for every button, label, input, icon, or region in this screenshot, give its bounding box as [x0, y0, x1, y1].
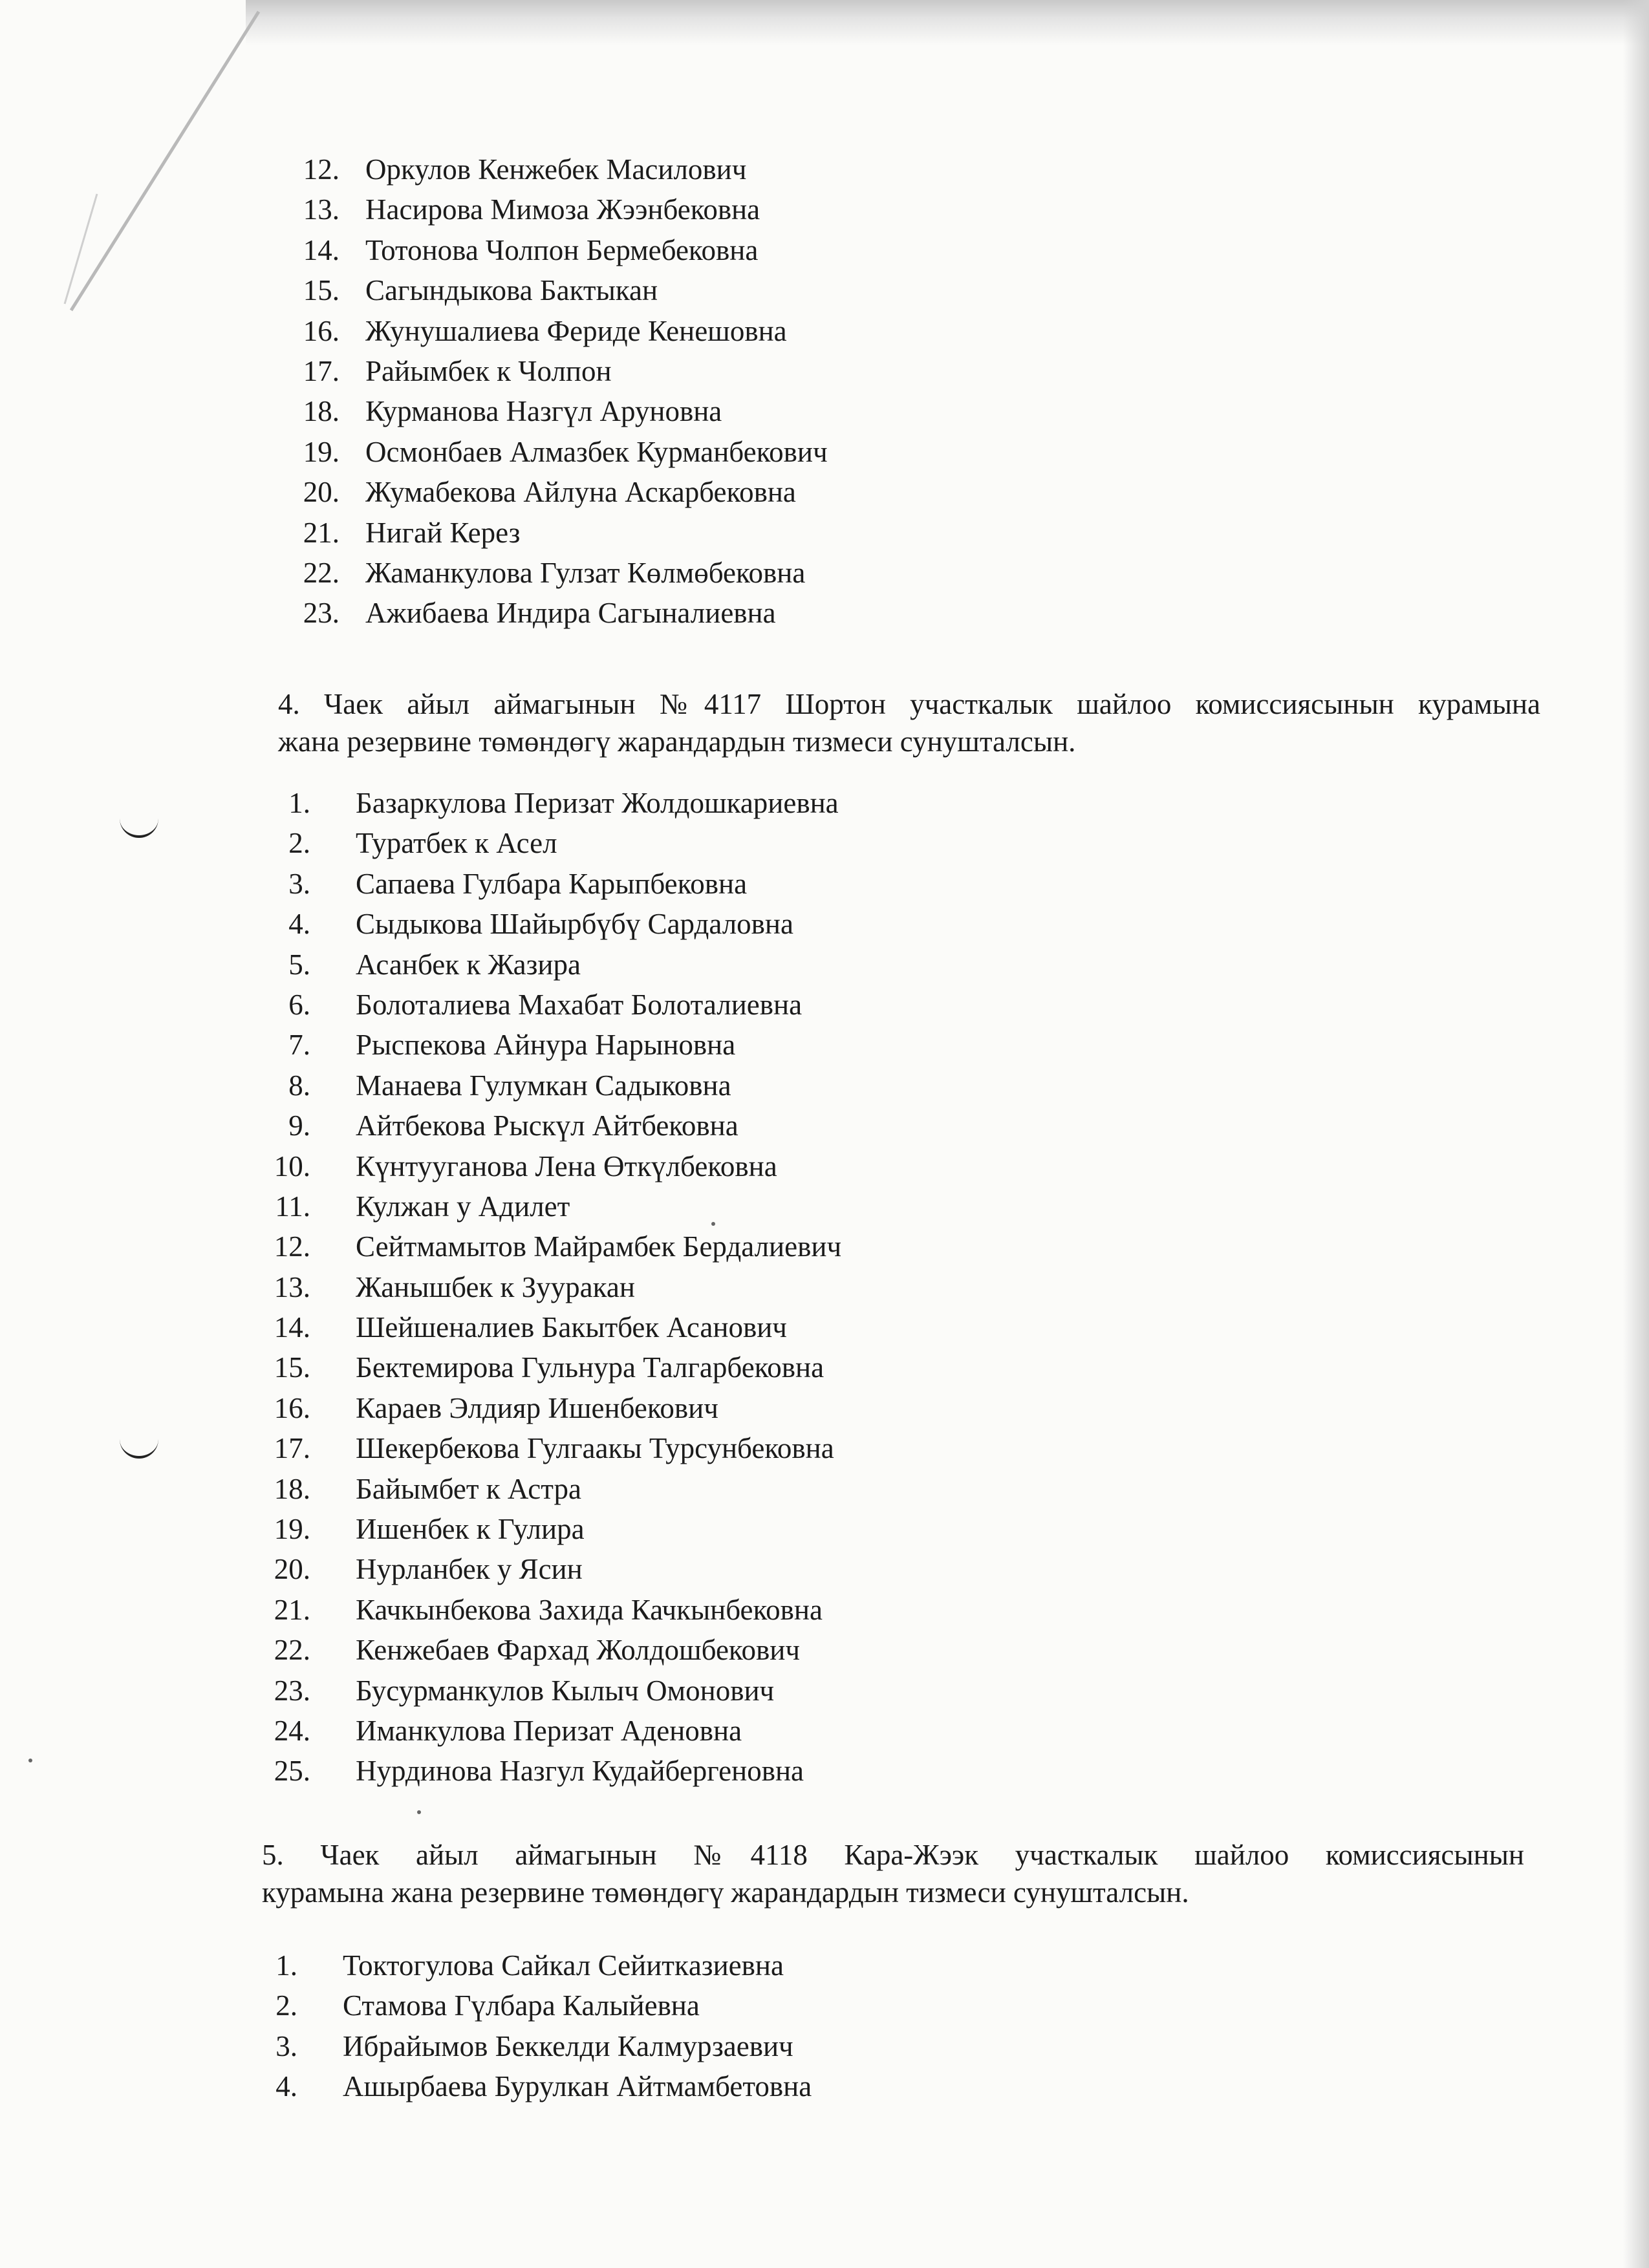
person-name: Курманова Назгүл Аруновна [365, 395, 722, 428]
person-name: Кулжан у Адилет [356, 1190, 570, 1223]
item-number: 19. [303, 435, 339, 468]
person-name: Токтогулова Сайкал Сейиткaзиевна [343, 1949, 784, 1982]
item-number: 5. [288, 948, 310, 981]
item-number: 19. [274, 1513, 310, 1546]
scan-shadow-right [1623, 0, 1649, 2268]
person-name: Нигай Керез [365, 516, 521, 549]
punch-hole-mark-lower [120, 1437, 158, 1459]
person-name: Туратбек к Асел [356, 827, 557, 860]
person-name: Ишенбек к Гулира [356, 1513, 585, 1546]
person-name: Бусурманкулов Кылыч Омонович [356, 1674, 775, 1707]
person-name: Шейшеналиев Бакытбек Асанович [356, 1311, 787, 1344]
person-name: Караев Элдияр Ишенбекович [356, 1391, 718, 1424]
person-name: Нурдинова Назгул Кудайбергеновна [356, 1755, 804, 1788]
item-number: 23. [303, 597, 339, 630]
item-number: 15. [303, 274, 339, 307]
person-name: Сагындыкова Бактыкан [365, 274, 658, 307]
scan-speck [417, 1810, 421, 1814]
person-name: Райымбек к Чолпон [365, 354, 612, 387]
person-name: Ашырбаева Бурулкан Айтмамбетовна [343, 2070, 812, 2103]
section-5-heading [262, 1836, 1524, 1911]
item-number: 7. [288, 1029, 310, 1062]
item-number: 12. [274, 1230, 310, 1263]
item-number: 15. [274, 1351, 310, 1384]
item-number: 24. [274, 1714, 310, 1747]
person-name: Бектемирова Гульнура Талгарбековна [356, 1351, 824, 1384]
item-number: 16. [274, 1391, 310, 1424]
section-5-heading-line1: 5. Чаек айыл аймагынын №4118 Кара-Жээк участкалык шайлоо комиссиясынын [262, 1839, 1524, 1871]
person-name: Насирова Мимоза Жээнбековна [365, 193, 760, 226]
item-number: 11. [275, 1190, 310, 1223]
item-number: 22. [274, 1634, 310, 1667]
item-number: 2. [288, 827, 310, 860]
person-name: Ибрайымов Беккелди Калмурзаевич [343, 2029, 793, 2062]
person-name: Манаева Гулумкан Садыковна [356, 1069, 731, 1102]
person-name: Рыспекова Айнура Нарыновна [356, 1029, 736, 1062]
person-name: Байымбет к Астра [356, 1472, 581, 1505]
item-number: 4. [275, 2070, 297, 2103]
person-name: Кенжебаев Фархад Жолдошбекович [356, 1634, 800, 1667]
scan-speck [28, 1759, 32, 1762]
person-name: Жунушалиева Феридe Кенешовна [365, 314, 787, 347]
scan-speck [711, 1222, 715, 1226]
person-name: Базаркулова Перизат Жолдошкариевна [356, 787, 839, 819]
person-name: Стамова Гүлбара Калыйевна [343, 1989, 700, 2022]
item-number: 23. [274, 1674, 310, 1707]
item-number: 1. [275, 1949, 297, 1982]
item-number: 20. [303, 476, 339, 509]
item-number: 2. [275, 1989, 297, 2022]
punch-hole-mark-upper [120, 816, 158, 838]
person-name: Шекербекова Гулгаакы Турсунбековна [356, 1432, 834, 1465]
item-number: 14. [274, 1311, 310, 1344]
item-number: 13. [303, 193, 339, 226]
item-number: 9. [288, 1109, 310, 1142]
scan-shadow-top [246, 0, 1649, 45]
person-name: Асанбек к Жазира [356, 948, 581, 981]
item-number: 22. [303, 556, 339, 589]
section-5-heading-line2: курамына жана резервине төмөндөгү жарандардын тизмеси сунушталсын. [262, 1876, 1189, 1909]
item-number: 1. [288, 787, 310, 819]
person-name: Нурланбек у Ясин [356, 1553, 583, 1586]
item-number: 18. [274, 1472, 310, 1505]
section-4-heading [278, 685, 1540, 760]
item-number: 17. [303, 354, 339, 387]
person-name: Осмонбаев Алмазбек Курманбекович [365, 435, 828, 468]
person-name: Жумабекова Айлуна Аскарбековна [365, 476, 796, 509]
item-number: 13. [274, 1270, 310, 1303]
person-name: Ажибаева Индира Сагыналиевна [365, 597, 776, 630]
person-name: Сыдыкова Шайырбүбү Сардаловна [356, 908, 793, 941]
section-4-heading-line1: 4. Чаек айыл аймагынын №4117 Шортон участкалык шайлоо комиссиясынын курамына [278, 688, 1540, 720]
item-number: 10. [274, 1150, 310, 1182]
person-name: Оркулов Кенжебек Масилович [365, 153, 747, 186]
item-number: 4. [288, 908, 310, 941]
item-number: 3. [275, 2029, 297, 2062]
item-number: 3. [288, 867, 310, 900]
item-number: 21. [303, 516, 339, 549]
item-number: 18. [303, 395, 339, 428]
person-name: Күнтууганова Лена Өткүлбековна [356, 1150, 777, 1182]
item-number: 12. [303, 153, 339, 186]
person-name: Болоталиева Махабат Болоталиевна [356, 988, 803, 1021]
item-number: 21. [274, 1593, 310, 1626]
item-number: 25. [274, 1755, 310, 1788]
person-name: Качкынбекова Захида Качкынбековна [356, 1593, 823, 1626]
item-number: 8. [288, 1069, 310, 1102]
item-number: 20. [274, 1553, 310, 1586]
person-name: Иманкулова Перизат Аденовна [356, 1714, 742, 1747]
item-number: 17. [274, 1432, 310, 1465]
person-name: Тотонова Чолпон Бермебековна [365, 233, 759, 266]
person-name: Жанышбек к Зууракан [356, 1270, 635, 1303]
person-name: Сапаева Гулбара Карыпбековна [356, 867, 748, 900]
person-name: Айтбекова Рыскүл Айтбековна [356, 1109, 738, 1142]
item-number: 6. [288, 988, 310, 1021]
section-4-heading-line2: жана резервине төмөндөгү жарандардын тизмеси сунушталсын. [278, 725, 1076, 758]
item-number: 14. [303, 233, 339, 266]
person-name: Сейтмамытов Майрамбек Бердалиевич [356, 1230, 842, 1263]
person-name: Жаманкулова Гулзат Көлмөбековна [365, 556, 806, 589]
item-number: 16. [303, 314, 339, 347]
